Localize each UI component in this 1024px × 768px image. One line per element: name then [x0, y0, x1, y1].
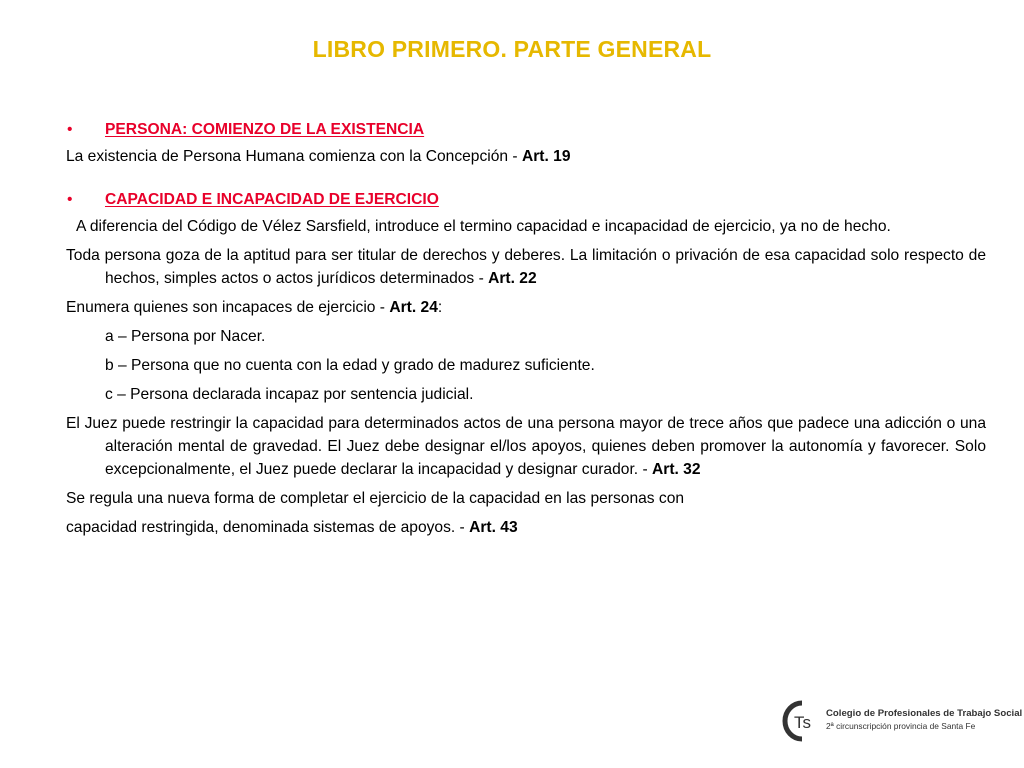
section-heading-label: PERSONA: COMIENZO DE LA EXISTENCIA	[105, 121, 425, 138]
paragraph-apoyos	[66, 516, 986, 539]
list-item: a – Persona por Nacer.	[105, 328, 266, 345]
paragraph-enumera	[66, 296, 986, 319]
paragraph-text: Enumera quienes son incapaces de ejercicio -	[66, 299, 390, 316]
cts-logo-icon	[780, 697, 820, 745]
logo-text	[826, 708, 1022, 732]
paragraph-suffix: :	[437, 299, 443, 316]
bullet-icon: •	[67, 191, 73, 208]
paragraph-text: A diferencia del Código de Vélez Sarsfield, introduce el termino capacidad e incapacidad de ejercicio, ya no de hecho.	[76, 218, 891, 235]
section-heading-label: CAPACIDAD E INCAPACIDAD DE EJERCICIO	[105, 191, 439, 208]
paragraph-juez	[66, 412, 986, 481]
paragraph-text: Toda persona goza de la aptitud para ser titular de derechos y deberes. La limitación o privación de esa capacidad solo respecto de hechos, simples actos o actos jurídicos determinados -	[66, 247, 986, 287]
slide-content	[66, 118, 986, 539]
logo-mark-text: Ts	[794, 713, 811, 732]
paragraph-velez-sarsfield	[66, 215, 986, 238]
article-reference: Art. 24	[389, 299, 438, 316]
list-item: b – Persona que no cuenta con la edad y grado de madurez suficiente.	[105, 357, 595, 374]
section-heading-capacidad	[66, 188, 986, 211]
organization-logo	[780, 697, 1023, 747]
logo-organization-name: Colegio de Profesionales de Trabajo Social	[826, 708, 1023, 719]
section-heading-persona	[66, 118, 986, 141]
paragraph-regula	[66, 487, 986, 510]
bullet-icon: •	[67, 121, 73, 138]
paragraph-text: capacidad restringida, denominada sistemas de apoyos. -	[66, 519, 470, 536]
slide-title: LIBRO PRIMERO. PARTE GENERAL	[312, 36, 712, 62]
paragraph-text: Se regula una nueva forma de completar el ejercicio de la capacidad en las personas con	[66, 490, 685, 507]
article-reference: Art. 22	[488, 270, 537, 287]
article-reference: Art. 19	[521, 148, 571, 165]
article-reference: Art. 32	[651, 461, 701, 478]
paragraph-aptitud	[66, 244, 986, 290]
article-reference: Art. 43	[469, 519, 518, 536]
paragraph-text: El Juez puede restringir la capacidad para determinados actos de una persona mayor de trece años que padece una adicción o una alteración mental de gravedad. El Juez debe designar el/los apoyos, quienes deben promover la autonomía y favorecer. Solo excepcionalmente, el Juez puede declarar la incapacidad y designar curador. -	[66, 415, 986, 478]
paragraph-existencia	[66, 145, 986, 168]
list-item: c – Persona declarada incapaz por sentencia judicial.	[105, 386, 474, 403]
paragraph-text: La existencia de Persona Humana comienza con la Concepción -	[66, 148, 522, 165]
logo-organization-subtitle: 2ª circunscripción provincia de Santa Fe	[826, 721, 976, 731]
